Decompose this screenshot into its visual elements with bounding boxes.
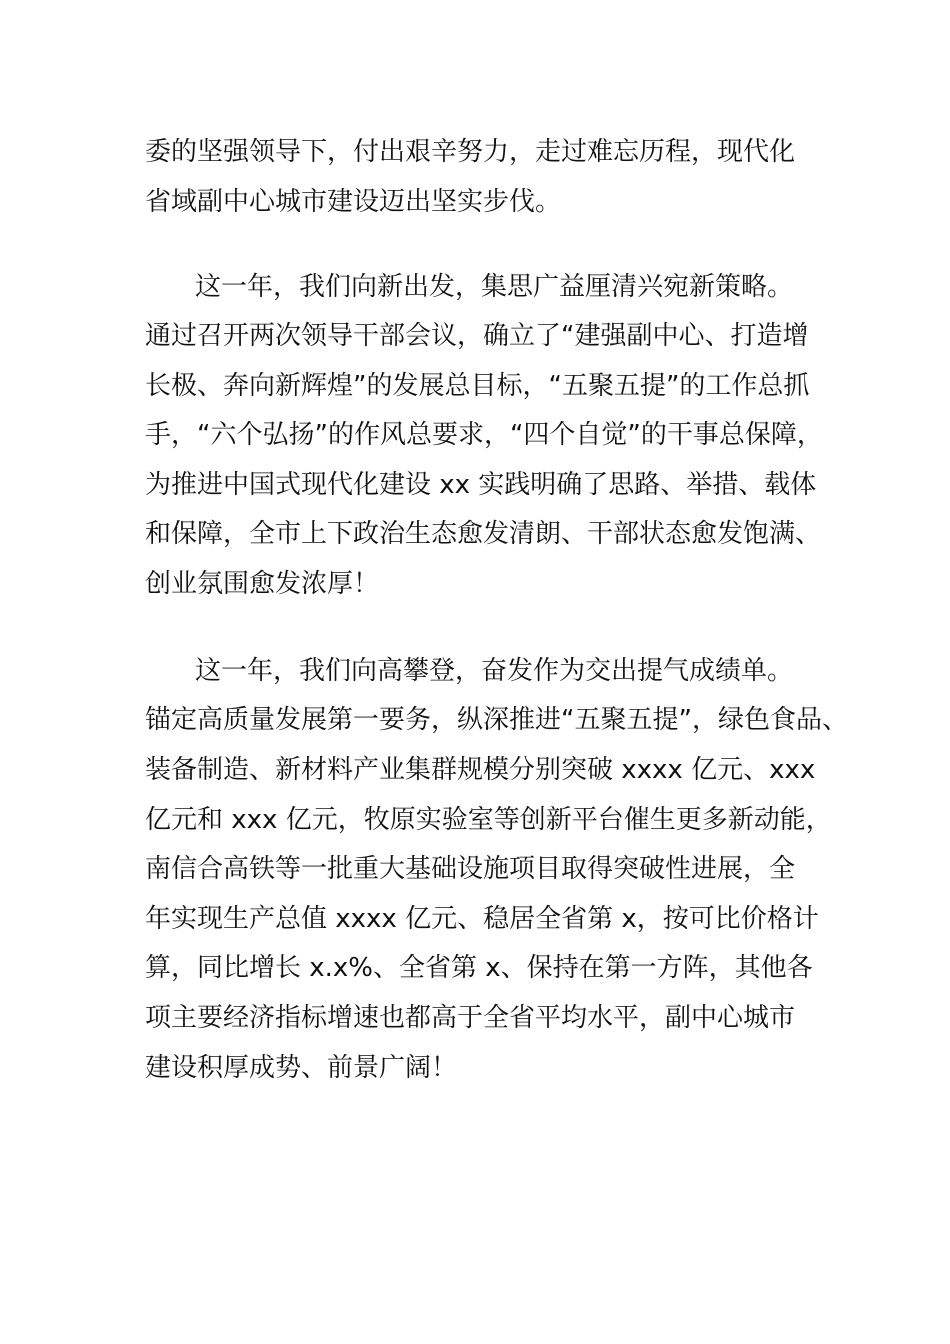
paragraph-2-line-1: 这一年，我们向新出发，集思广益厘清兴宛新策略。 (195, 272, 794, 302)
paragraph-1-line-1: 委的坚强领导下，付出艰辛努力，走过难忘历程，现代化 (145, 137, 796, 167)
paragraph-3-line-4: 亿元和 xxx 亿元，牧原实验室等创新平台催生更多新动能， (145, 805, 832, 835)
paragraph-3-line-1: 这一年，我们向高攀登，奋发作为交出提气成绩单。 (195, 656, 794, 686)
paragraph-3-line-5: 南信合高铁等一批重大基础设施项目取得突破性进展，全 (145, 854, 796, 884)
paragraph-1-line-2: 省域副中心城市建设迈出坚实步伐。 (145, 187, 562, 217)
paragraph-2-line-6: 和保障，全市上下政治生态愈发清朗、干部状态愈发饱满、 (145, 519, 822, 549)
paragraph-3-line-2: 锚定高质量发展第一要务，纵深推进“五聚五提”，绿色食品、 (145, 705, 848, 735)
paragraph-3-line-9: 建设积厚成势、前景广阔！ (145, 1053, 458, 1083)
paragraph-2-line-7: 创业氛围愈发浓厚！ (145, 569, 380, 599)
paragraph-2-line-3: 长极、奔向新辉煌”的发展总目标，“五聚五提”的工作总抓 (145, 371, 810, 401)
paragraph-3-line-3: 装备制造、新材料产业集群规模分别突破 xxxx 亿元、xxx (145, 755, 816, 785)
paragraph-3-line-6: 年实现生产总值 xxxx 亿元、稳居全省第 x，按可比价格计 (145, 904, 819, 934)
paragraph-2-line-5: 为推进中国式现代化建设 xx 实践明确了思路、举措、载体 (145, 470, 817, 500)
paragraph-2-line-4: 手，“六个弘扬”的作风总要求，“四个自觉”的干事总保障， (145, 420, 823, 450)
paragraph-3-line-8: 项主要经济指标增速也都高于全省平均水平，副中心城市 (145, 1003, 796, 1033)
paragraph-2-line-2: 通过召开两次领导干部会议，确立了“建强副中心、打造增 (145, 321, 809, 351)
paragraph-3-line-7: 算，同比增长 x.x%、全省第 x、保持在第一方阵，其他各 (145, 953, 813, 983)
